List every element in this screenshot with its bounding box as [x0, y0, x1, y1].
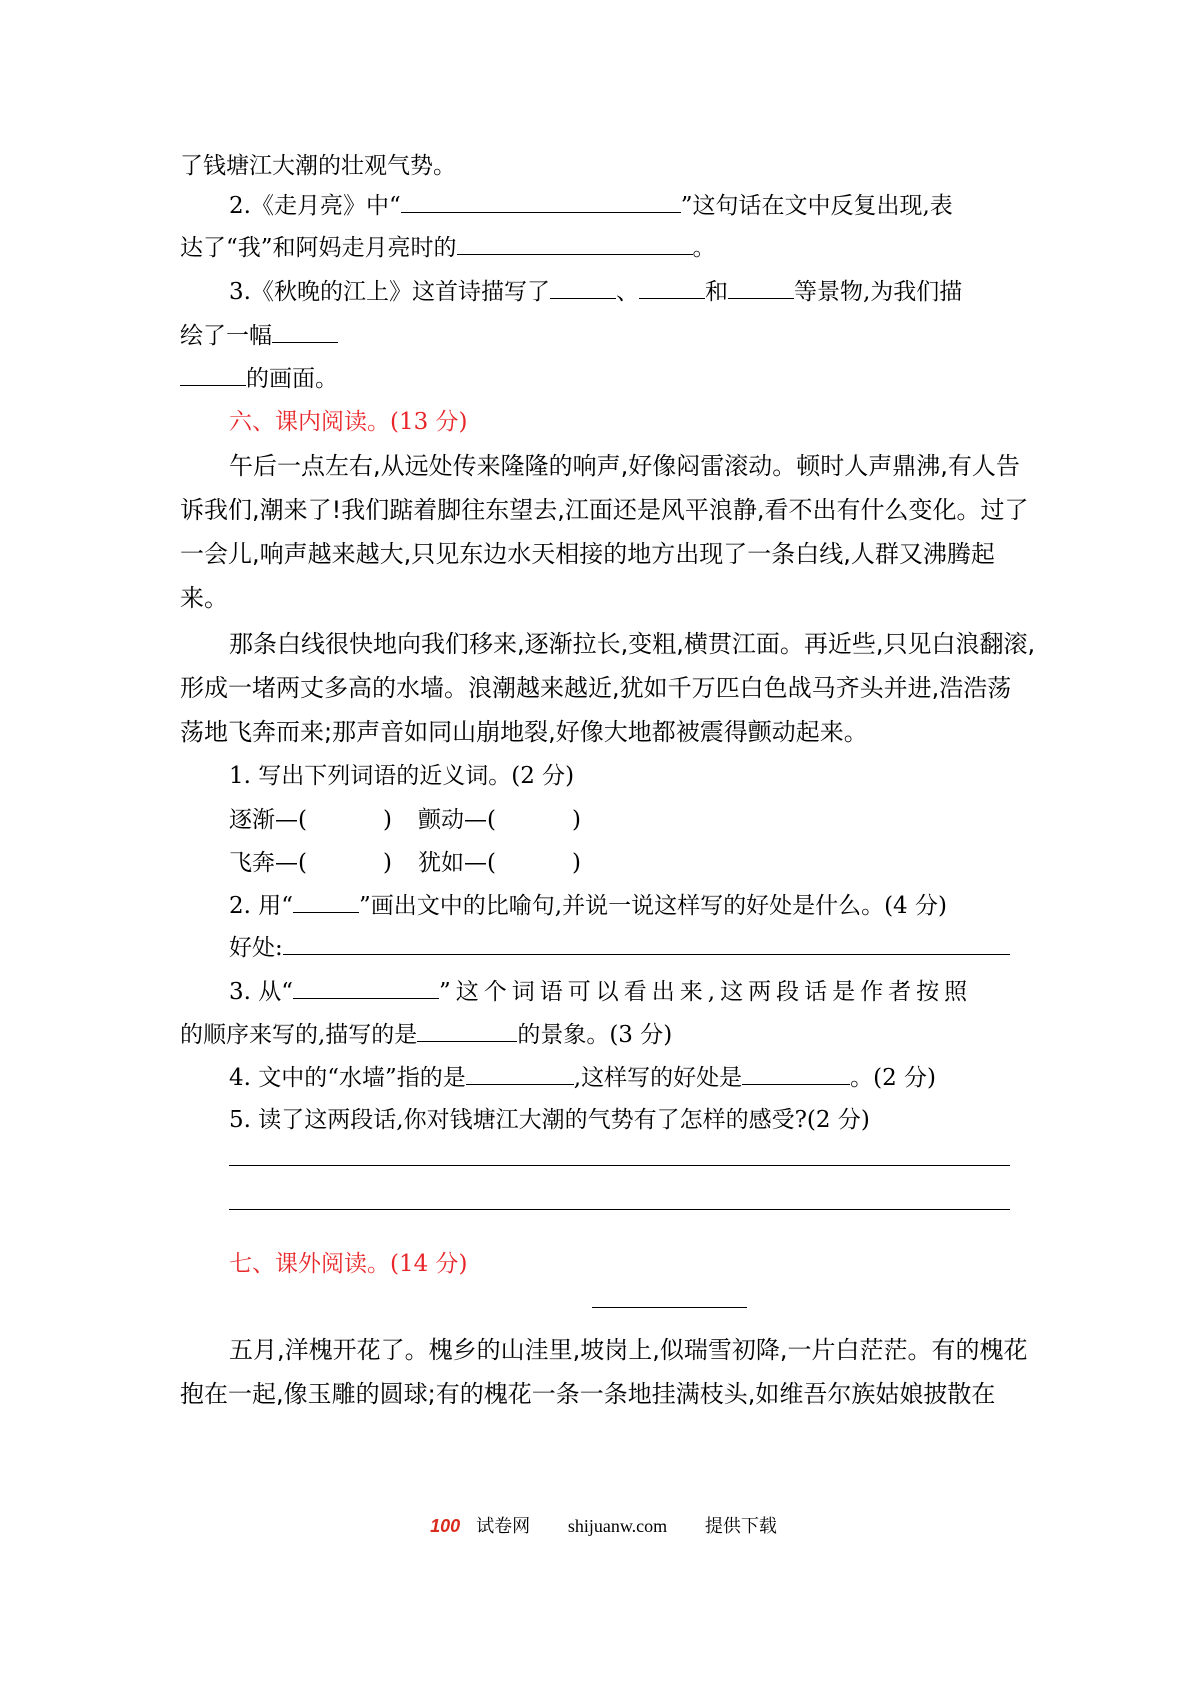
text-line [180, 150, 1010, 182]
footer-note: 提供下载 [704, 1516, 777, 1537]
site-logo: 100 [430, 1516, 461, 1536]
question-text: 3.《秋晚的江上》这首诗描写了 [229, 279, 550, 305]
passage-line: 抱在一起,像玉雕的圆球;有的槐花一条一条地挂满枝头,如维吾尔族姑娘披散在 [180, 1380, 996, 1408]
question-3 [229, 976, 1010, 1008]
answer-blank[interactable] [728, 276, 794, 299]
word-label: 犹如—( [417, 850, 496, 876]
question-text: 、 [615, 279, 639, 305]
question-3-cont2 [180, 363, 1010, 395]
passage-line: 一会儿,响声越来越大,只见东边水天相接的地方出现了一条白线,人群又沸腾起 [180, 540, 995, 568]
question-1: 1. 写出下列词语的近义词。(2 分) [229, 763, 575, 789]
question-3-cont [180, 320, 1010, 352]
synonym-row [229, 847, 1010, 879]
paren: ) [382, 850, 392, 876]
answer-blank[interactable] [639, 276, 705, 299]
answer-label: 好处: [229, 935, 283, 961]
answer-blank[interactable] [401, 190, 681, 213]
passage-line: 那条白线很快地向我们移来,逐渐拉长,变粗,横贯江面。再近些,只见白浪翻滚, [229, 630, 1036, 658]
question-2 [229, 190, 1010, 222]
paren: ) [382, 807, 392, 833]
footer-brand [414, 1516, 530, 1537]
answer-rule[interactable] [229, 1209, 1010, 1210]
answer-rule[interactable] [229, 1165, 1010, 1166]
answer-blank[interactable] [293, 976, 439, 999]
synonym-row [229, 804, 1010, 836]
question-text: 绘了一幅 [180, 323, 272, 349]
question-2 [229, 890, 1010, 922]
question-text: 等景物,为我们描 [793, 279, 963, 305]
answer-blank[interactable] [466, 1062, 574, 1085]
text: 了钱塘江大潮的壮观气势。 [180, 153, 456, 179]
passage-line: 午后一点左右,从远处传来隆隆的响声,好像闷雷滚动。顿时人声鼎沸,有人告 [229, 452, 1020, 480]
passage-line: 荡地飞奔而来;那声音如同山崩地裂,好像大地都被震得颤动起来。 [180, 718, 868, 746]
page-footer [0, 1512, 1191, 1538]
question-3-cont [180, 1019, 1010, 1051]
question-text: 2. 用“ [229, 893, 294, 919]
question-text: 的顺序来写的,描写的是 [180, 1022, 418, 1048]
answer-blank[interactable] [550, 276, 616, 299]
passage-line: 形成一堵两丈多高的水墙。浪潮越来越近,犹如千万匹白色战马齐头并进,浩浩荡 [180, 674, 1012, 702]
word-label: 飞奔—( [229, 850, 307, 876]
question-text: 的画面。 [246, 366, 338, 392]
question-text: 4. 文中的“水墙”指的是 [229, 1065, 466, 1091]
answer-blank[interactable] [293, 890, 359, 913]
answer-blank[interactable] [457, 232, 693, 255]
site-name: 试卷网 [476, 1516, 531, 1537]
question-3 [229, 276, 1010, 308]
question-text: ”画出文中的比喻句,并说一说这样写的好处是什么。(4 分) [359, 893, 947, 919]
word-label: 逐渐—( [229, 807, 307, 833]
question-4 [229, 1062, 1010, 1094]
question-text: 和 [704, 279, 728, 305]
question-2-cont [180, 232, 1010, 264]
question-text: 。(2 分) [850, 1065, 936, 1091]
answer-blank[interactable] [417, 1019, 517, 1042]
answer-blank[interactable] [742, 1062, 850, 1085]
section-heading: 六、课内阅读。(13 分) [229, 409, 468, 435]
answer-blank[interactable] [283, 932, 1010, 955]
question-text: 的景象。(3 分) [517, 1022, 673, 1048]
passage-line: 五月,洋槐开花了。槐乡的山洼里,坡岗上,似瑞雪初降,一片白茫茫。有的槐花 [229, 1336, 1028, 1364]
title-blank[interactable] [592, 1307, 747, 1308]
passage-line: 来。 [180, 584, 228, 612]
question-text: 。 [692, 235, 716, 261]
section-heading: 七、课外阅读。(14 分) [229, 1251, 468, 1277]
question-text: 达了“我”和阿妈走月亮时的 [180, 235, 457, 261]
answer-blank[interactable] [180, 363, 246, 386]
question-text: 3. 从“ [229, 979, 294, 1005]
paren: ) [571, 850, 581, 876]
passage-line: 诉我们,潮来了!我们踮着脚往东望去,江面还是风平浪静,看不出有什么变化。过了 [180, 496, 1029, 524]
question-text: 2.《走月亮》中“ [229, 193, 401, 219]
answer-line [229, 932, 1010, 964]
question-5: 5. 读了这两段话,你对钱塘江大潮的气势有了怎样的感受?(2 分) [229, 1107, 870, 1133]
question-text: ”这个词语可以看出来,这两段话是作者按照 [439, 979, 973, 1005]
answer-blank[interactable] [272, 320, 338, 343]
site-url[interactable]: shijuanw.com [567, 1516, 668, 1536]
paren: ) [571, 807, 581, 833]
question-text: ”这句话在文中反复出现,表 [680, 193, 953, 219]
word-label: 颤动—( [417, 807, 496, 833]
question-text: ,这样写的好处是 [573, 1065, 743, 1091]
